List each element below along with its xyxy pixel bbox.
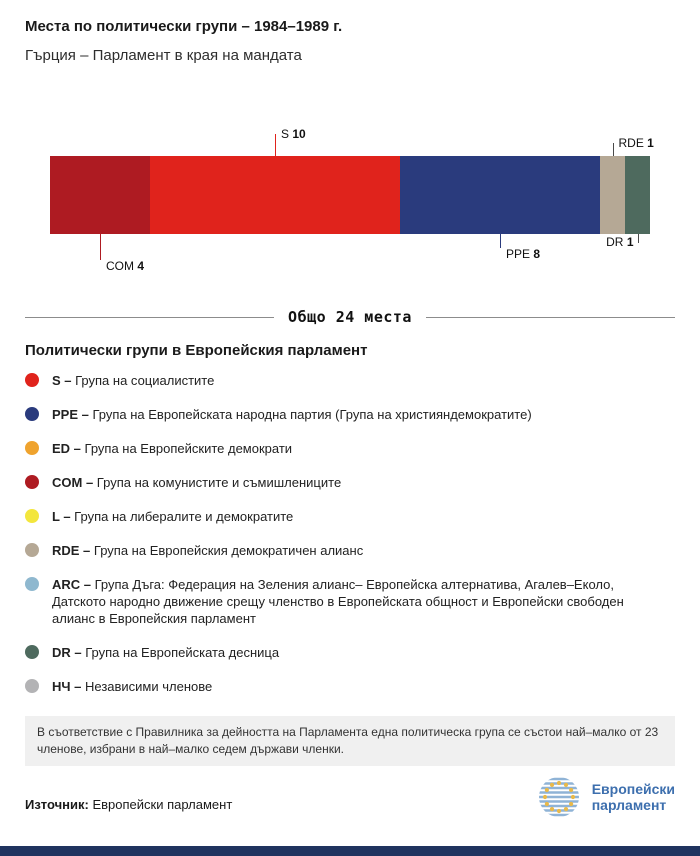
page-title: Места по политически групи – 1984–1989 г. [25, 18, 343, 35]
ep-logo-line1: Европейски [591, 780, 675, 797]
legend-dot-0 [25, 373, 39, 387]
legend-text-8: НЧ – Независими членове [52, 679, 213, 694]
bar-segment-1 [150, 156, 400, 234]
source-value: Европейски парламент [92, 797, 233, 812]
seat-bar [50, 156, 650, 234]
bar-segment-4 [625, 156, 650, 234]
legend-item-0 [25, 372, 675, 389]
legend-item-8 [25, 678, 675, 695]
legend-title: Политически групи в Европейския парламент [25, 342, 368, 359]
ep-logo [535, 773, 675, 821]
legend-item-3 [25, 474, 675, 491]
total-seats-row [25, 308, 675, 326]
legend-list [25, 372, 675, 695]
legend-dot-8 [25, 679, 39, 693]
callout-3 [613, 136, 654, 156]
callout-4 [606, 234, 639, 249]
footer-bar [0, 846, 700, 856]
legend-dot-4 [25, 509, 39, 523]
callout-label-3: RDE 1 [618, 136, 654, 150]
legend-item-6 [25, 576, 675, 627]
legend-text-5: RDE – Група на Европейския демократичен алианс [52, 543, 364, 558]
legend-item-1 [25, 406, 675, 423]
legend-dot-2 [25, 441, 39, 455]
legend-dot-7 [25, 645, 39, 659]
bar-segment-0 [50, 156, 150, 234]
bar-segment-3 [600, 156, 625, 234]
ep-logo-line2: парламент [591, 797, 667, 813]
bar-segment-2 [400, 156, 600, 234]
source-label: Източник: [25, 797, 89, 812]
legend-text-2: ED – Група на Европейските демократи [52, 441, 293, 456]
total-rule-left [25, 317, 274, 318]
legend-text-3: COM – Група на комунистите и съмишлениците [52, 475, 342, 490]
legend-text-6: ARC – Група Дъга: Федерация на Зеления алианс– Европейска алтернатива, Агалев–Еколо, Датското народно движение срещу членство в Европейската общност и Европейски свободен алианс в Европейския парламент [52, 577, 624, 626]
total-seats-label: Общо 24 места [288, 308, 412, 326]
source-row [25, 772, 675, 822]
callout-label-2: PPE 8 [506, 247, 541, 261]
source-text [25, 797, 232, 822]
callout-0 [100, 234, 145, 273]
legend-text-1: PPE – Група на Европейската народна партия (Група на християндемократите) [52, 407, 532, 422]
legend-item-2 [25, 440, 675, 457]
ep-hemicycle-stars-icon [535, 773, 583, 821]
legend-item-4 [25, 508, 675, 525]
page-subtitle: Гърция – Парламент в края на мандата [25, 47, 302, 64]
seat-chart [50, 124, 654, 274]
callout-2 [500, 234, 541, 261]
legend-item-5 [25, 542, 675, 559]
ep-logo-text [592, 781, 675, 813]
legend-dot-5 [25, 543, 39, 557]
legend-dot-1 [25, 407, 39, 421]
total-rule-right [426, 317, 675, 318]
callout-label-0: COM 4 [106, 259, 145, 273]
footnote: В съответствие с Правилника за дейността на Парламента една политическа група се състои най–малко от 23 членове, избрани в най–малко седем държави членки. [25, 716, 675, 766]
legend-text-7: DR – Група на Европейската десница [52, 645, 280, 660]
callout-label-4: DR 1 [606, 235, 634, 249]
legend-dot-6 [25, 577, 39, 591]
legend-text-0: S – Група на социалистите [52, 373, 215, 388]
legend-text-4: L – Група на либералите и демократите [52, 509, 294, 524]
callout-label-1: S 10 [281, 127, 306, 141]
callout-1 [275, 127, 306, 156]
legend-dot-3 [25, 475, 39, 489]
legend-item-7 [25, 644, 675, 661]
